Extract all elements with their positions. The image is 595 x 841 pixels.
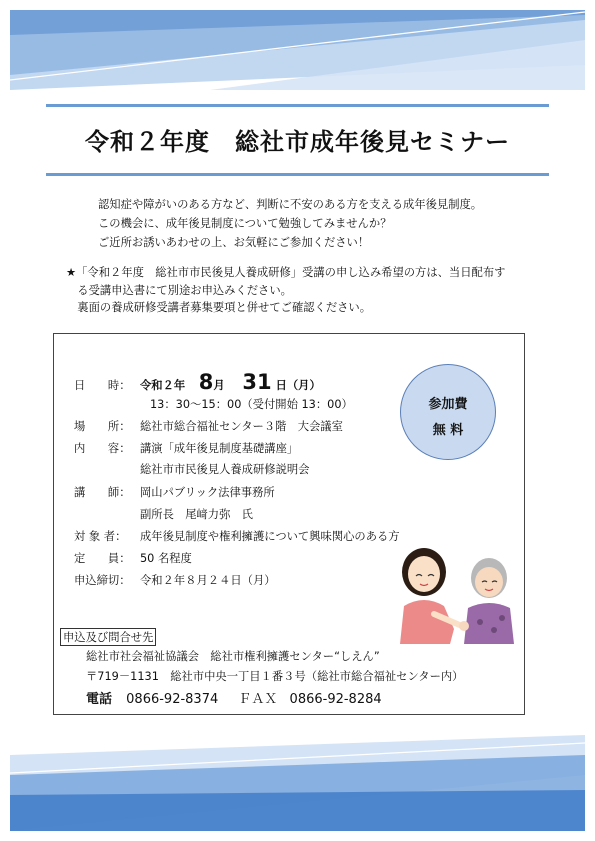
title-rule-top	[46, 104, 549, 107]
fax-value: 0866-92-8284	[289, 692, 382, 707]
capacity-row	[74, 550, 192, 566]
deadline-label: 申込締切：	[74, 574, 131, 587]
target-value: 成年後見制度や権利擁護について興味関心のある方	[140, 530, 400, 543]
tel-value: 0866-92-8374	[126, 692, 219, 707]
date-month-unit: 月	[213, 379, 225, 392]
training-note	[66, 264, 546, 317]
date-month: 8	[198, 370, 214, 394]
event-details-box	[53, 333, 525, 715]
fee-label: 参加費	[428, 397, 468, 412]
content-label: 内 容：	[74, 442, 131, 455]
place-label: 場 所：	[74, 420, 131, 433]
speaker-row	[74, 484, 275, 500]
intro-line: 認知症や障がいのある方など、判断に不安のある方を支える成年後見制度。	[98, 198, 483, 211]
page-title: 令和２年度 総社市成年後見セミナー	[85, 128, 510, 156]
speaker-label: 講 師：	[74, 486, 131, 499]
target-label: 対 象 者：	[74, 530, 127, 543]
contact-phone-row	[86, 688, 382, 707]
content-value-1: 講演「成年後見制度基礎講座」	[140, 442, 299, 455]
note-line: る受講申込書にて別途お申込みください。	[66, 283, 292, 297]
place-row	[74, 418, 343, 434]
speaker-value-2: 副所長 尾﨑力弥 氏	[140, 508, 253, 521]
date-day: 31	[242, 370, 272, 394]
speaker-value-1: 岡山パブリック法律事務所	[140, 486, 275, 499]
title-section	[46, 100, 549, 178]
deadline-value: 令和２年８月２４日（月）	[140, 574, 276, 587]
time-row: 13：30～15：00（受付開始 13：00）	[150, 398, 353, 411]
intro-line: ご近所お誘いあわせの上、お気軽にご参加ください！	[98, 236, 370, 249]
note-line: ★「令和２年度 総社市市民後見人養成研修」受講の申し込み希望の方は、当日配布す	[66, 266, 506, 279]
fee-value: 無 料	[432, 423, 464, 438]
fax-label: ＦＡＸ	[238, 692, 278, 707]
contact-address: 〒719－1131 総社市中央一丁目１番３号（総社市総合福祉センター内）	[86, 670, 464, 683]
top-wave-decoration	[10, 10, 585, 90]
target-row	[74, 528, 400, 544]
deadline-row	[74, 572, 276, 588]
date-label: 日 時：	[74, 379, 131, 392]
bottom-wave-decoration	[10, 735, 585, 831]
tel-label: 電話	[86, 692, 113, 707]
capacity-value: 50 名程度	[140, 552, 192, 565]
date-year: 令和２年	[140, 379, 186, 392]
place-value: 総社市総合福祉センター３階 大会議室	[140, 420, 343, 433]
date-row	[74, 370, 321, 394]
content-value-2: 総社市市民後見人養成研修説明会	[140, 463, 310, 476]
capacity-label: 定 員：	[74, 552, 131, 565]
caregiver-and-elder-illustration	[394, 534, 519, 644]
contact-org: 総社市社会福祉協議会 総社市権利擁護センター“しえん”	[86, 650, 380, 663]
note-line: 裏面の養成研修受講者募集要項と併せてご確認ください。	[66, 301, 372, 314]
content-row	[74, 440, 298, 456]
fee-badge	[400, 364, 496, 460]
contact-heading: 申込及び問合せ先	[60, 628, 156, 646]
intro-line: この機会に、成年後見制度について勉強してみませんか？	[98, 217, 392, 230]
intro-text	[98, 195, 482, 252]
date-day-unit: 日（月）	[275, 379, 321, 392]
title-rule-bottom	[46, 173, 549, 176]
